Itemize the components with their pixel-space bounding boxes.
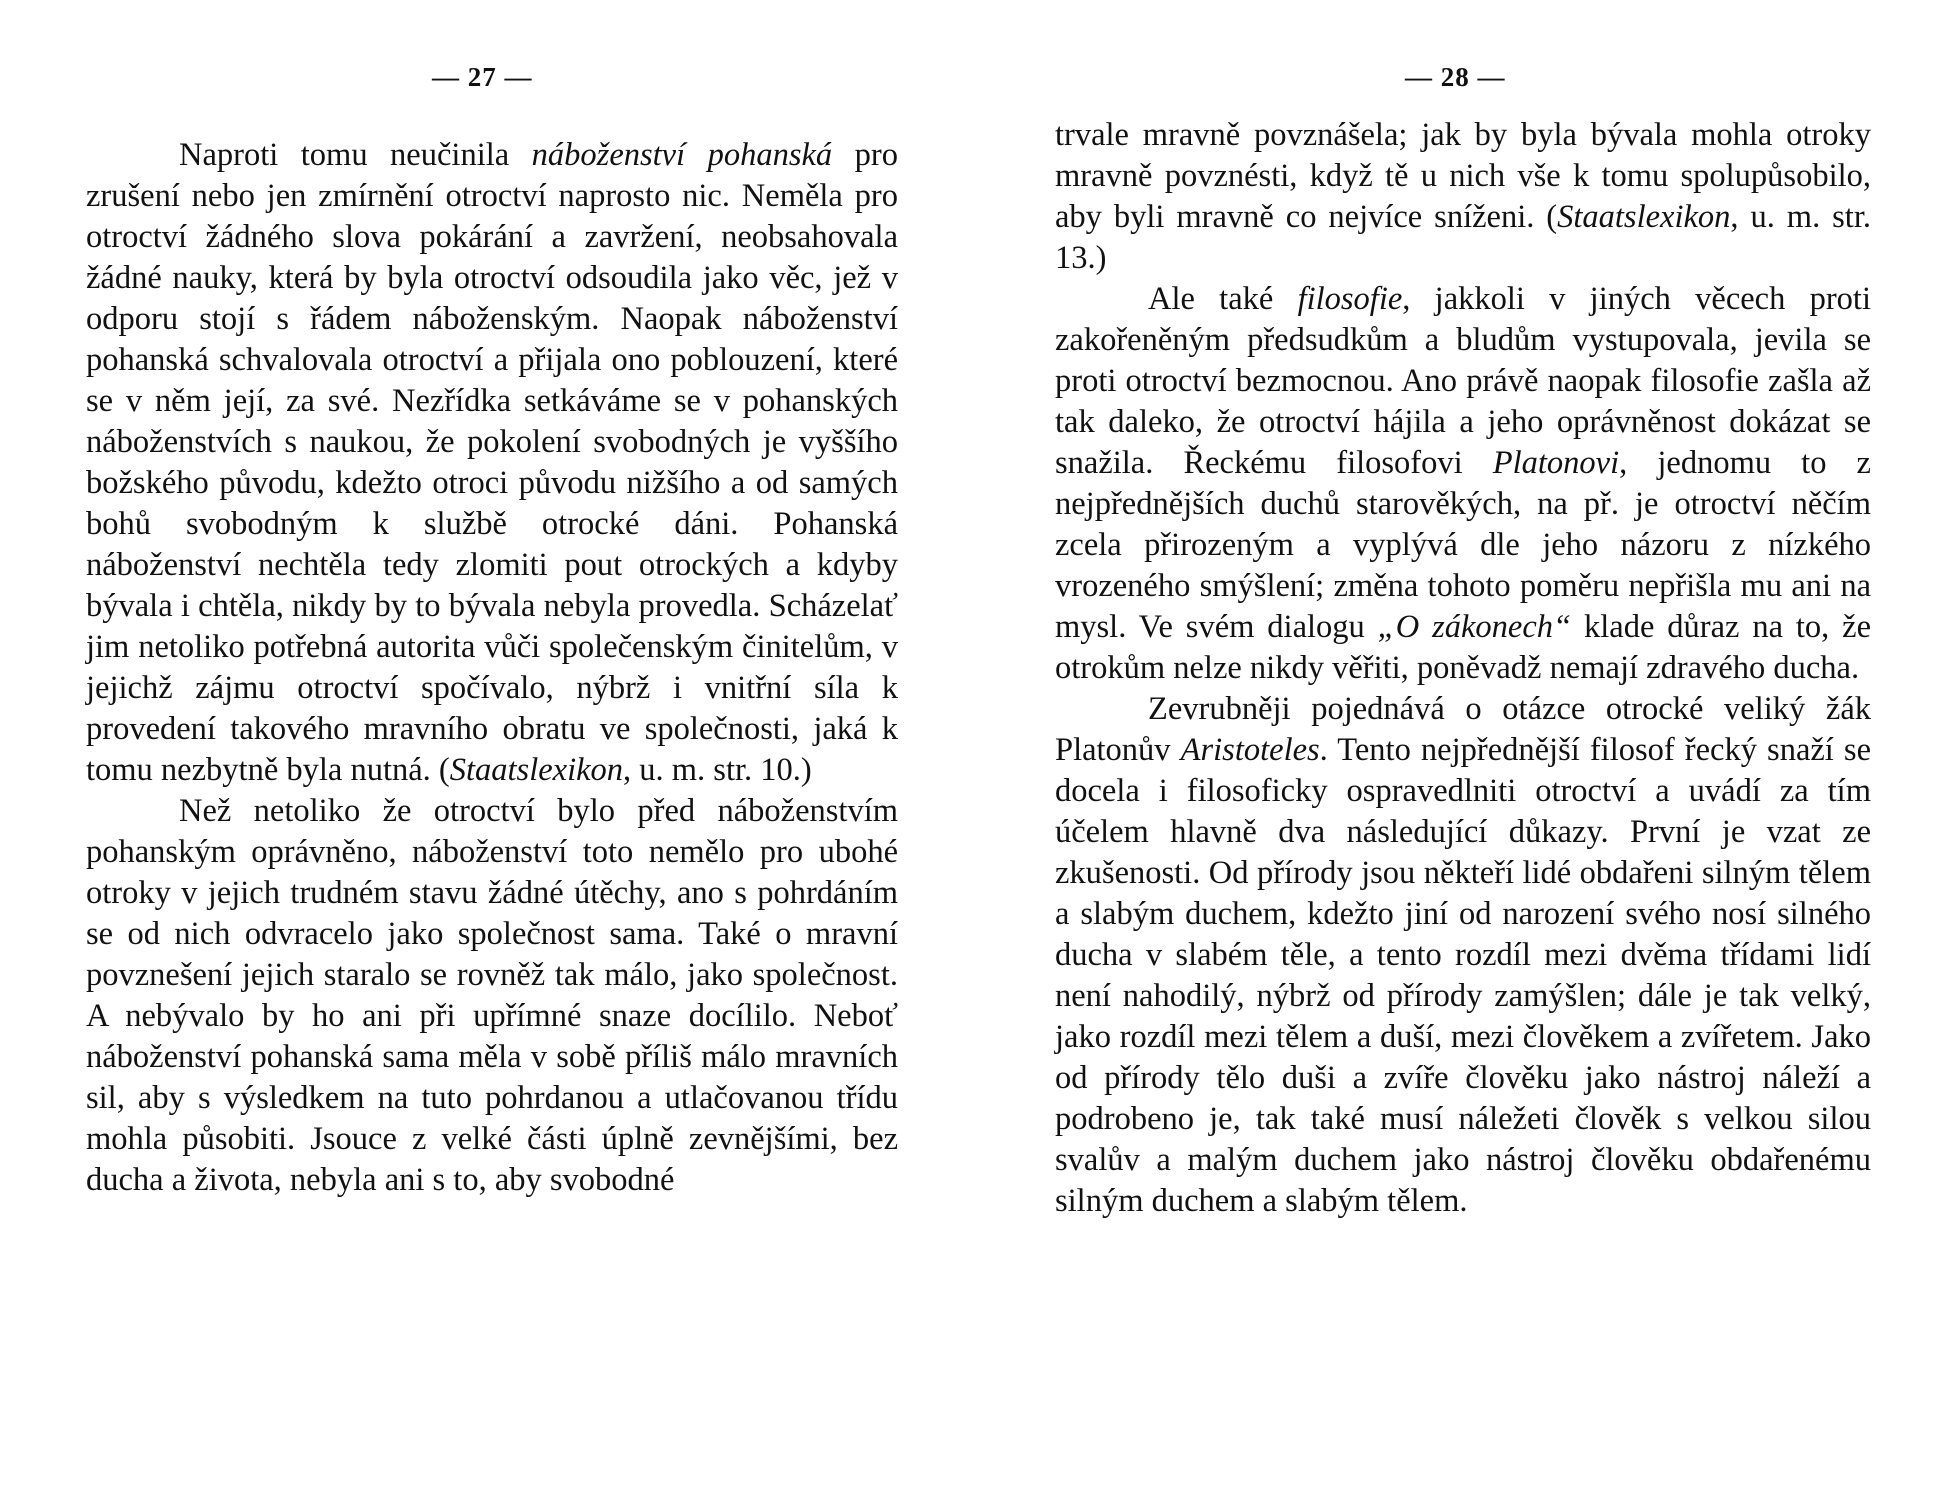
emphasis: Aristoteles — [1180, 732, 1320, 768]
text-run: , jednomu to z nejpřednějších duchů starověkých, na př. je otroctví něčím zcela přirozeným a vyplývá dle jeho názoru z nízkého vrozeného smýšlení; změna tohoto poměru nepřišla mu ani na mysl. Ve svém dialogu — [1055, 445, 1871, 645]
page-number: — 27 — — [432, 62, 533, 92]
text-run: , u. m. str. 10.) — [623, 752, 812, 788]
right-page — [975, 0, 1950, 1500]
text-run: klade důraz na to, že otrokům nelze nikdy věřiti, poněvadž nemají zdravého ducha. — [1055, 609, 1872, 686]
paragraph — [86, 791, 898, 1201]
body-text — [86, 135, 898, 1201]
page-number: — 28 — — [1405, 62, 1506, 92]
text-run: Zevrubněji pojednává o otázce otrocké veliký žák Platonův — [1055, 691, 1871, 768]
text-run: trvale mravně povznášela; jak by byla bývala mohla otroky mravně povznésti, když tě u nich vše k tomu spolupůsobilo, aby byli mravně co nejvíce sníženi. ( — [1055, 117, 1871, 235]
emphasis: filosofie — [1297, 281, 1403, 317]
emphasis: Platonovi — [1492, 445, 1620, 481]
paragraph — [1055, 689, 1871, 1222]
text-run: , u. m. str. 13.) — [1055, 199, 1871, 276]
paragraph — [1055, 279, 1871, 689]
body-text — [1055, 115, 1871, 1222]
emphasis: Staatslexikon — [449, 752, 624, 788]
emphasis: „O zákonech“ — [1377, 609, 1572, 645]
paragraph — [1055, 115, 1871, 279]
emphasis: Staatslexikon — [1557, 199, 1731, 235]
text-run: Než netoliko že otroctví bylo před náboženstvím pohanským oprávněno, náboženství toto nemělo pro ubohé otroky v jejich trudném stavu žádné útěchy, ano s pohrdáním se od nich odvracelo jako společnost sama. Také o mravní povznešení jejich staralo se rovněž tak málo, jako společnost. A nebývalo by ho ani při upřímné snaze docílilo. Neboť náboženství pohanská sama měla v sobě příliš málo mravních sil, aby s výsledkem na tuto pohrdanou a utlačovanou třídu mohla působiti. Jsouce z velké části úplně zevnějšími, bez ducha a života, nebyla ani s to, aby svobodné — [86, 793, 898, 1198]
emphasis: náboženství pohanská — [531, 137, 833, 173]
paragraph — [86, 135, 898, 791]
text-run: . Tento nejpřednější filosof řecký snaží se docela i filosoficky ospravedlniti otroctví a uvádí za tím účelem hlavně dva následující důkazy. První je vzat ze zkušenosti. Od přírody jsou někteří lidé obdařeni silným tělem a slabým duchem, kdežto jiní od narození svého nosí silného ducha v slabém těle, a tento rozdíl mezi dvěma třídami lidí není nahodilý, nýbrž od přírody zamýšlen; dále je tak velký, jako rozdíl mezi tělem a duší, mezi člověkem a zvířetem. Jako od přírody tělo duši a zvíře člověku jako nástroj náleží a podrobeno je, tak také musí náležeti člověk s velkou silou svalův a malým duchem jako nástroj člověku obdařenému silným duchem a slabým tělem. — [1055, 732, 1871, 1219]
text-run: Ale také — [1148, 281, 1298, 317]
text-run: Naproti tomu neučinila — [179, 137, 532, 173]
text-run: , jakkoli v jiných věcech proti zakořeněným předsudkům a bludům vystupovala, jevila se proti otroctví bezmocnou. Ano právě naopak filosofie zašla až tak daleko, že otroctví hájila a jeho oprávněnost dokázat se snažila. Řeckému filosofovi — [1055, 281, 1871, 481]
text-run: pro zrušení nebo jen zmírnění otroctví naprosto nic. Neměla pro otroctví žádného slova pokárání a zavržení, neobsahovala žádné nauky, která by byla otroctví odsoudila jako věc, jež v odporu stojí s řádem náboženským. Naopak náboženství pohanská schvalovala otroctví a přijala ono poblouzení, které se v něm její, za své. Nezřídka setkáváme se v pohanských náboženstvích s naukou, že pokolení svobodných je vyššího božského původu, kdežto otroci původu nižšího a od samých bohů svobodným k službě otrocké dáni. Pohanská náboženství nechtěla tedy zlomiti pout otrockých a kdyby bývala i chtěla, nikdy by to bývala nebyla provedla. Scházelať jim netoliko potřebná autorita vůči společenským činitelům, v jejichž zájmu otroctví spočívalo, nýbrž i vnitřní síla k provedení takového mravního obratu ve společnosti, jaká k tomu nezbytně byla nutná. ( — [86, 137, 898, 788]
